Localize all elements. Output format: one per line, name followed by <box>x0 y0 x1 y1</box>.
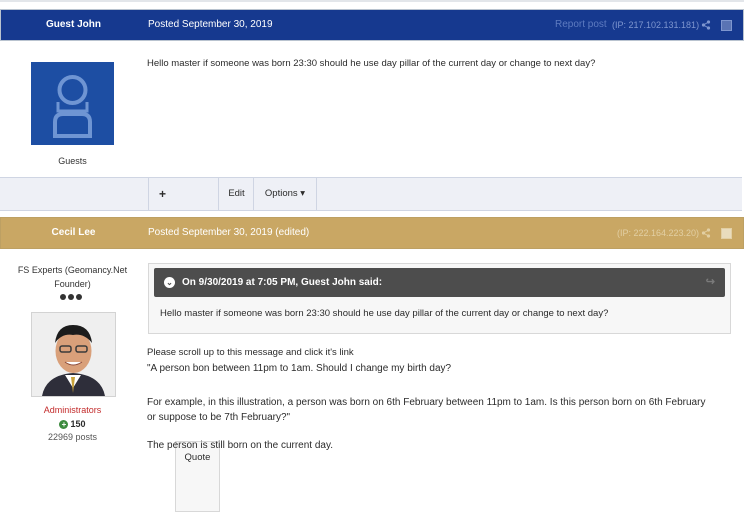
user-silhouette-icon <box>31 62 114 145</box>
quote-citation[interactable] <box>154 268 725 297</box>
quote-citation-text: On 9/30/2019 at 7:05 PM, Guest John said: <box>182 277 383 288</box>
user-group-label: Guests <box>58 156 87 166</box>
reply-line: The person is still born on the current day. <box>147 440 334 451</box>
plus-circle-icon: + <box>59 420 68 429</box>
quote-body: Hello master if someone was born 23:30 should he use day pillar of the current day or change to next day? <box>160 308 609 319</box>
post-date[interactable]: Posted September 30, 2019 (edited) <box>148 227 310 238</box>
author-name[interactable]: Cecil Lee <box>51 227 96 238</box>
user-title: FS Experts (Geomancy.Net Founder) <box>17 265 128 289</box>
post-header <box>0 217 744 249</box>
rank-dot <box>60 294 66 300</box>
post-header <box>0 9 744 41</box>
quote-button[interactable]: Quote <box>175 441 220 512</box>
user-photo <box>32 313 115 396</box>
select-checkbox[interactable] <box>721 20 732 31</box>
avatar[interactable] <box>31 62 114 145</box>
post-date[interactable]: Posted September 30, 2019 <box>148 19 273 30</box>
multiquote-button[interactable]: + <box>148 178 176 210</box>
collapse-chevron-icon[interactable]: ⌄ <box>164 277 175 288</box>
share-icon[interactable] <box>701 20 711 30</box>
options-button[interactable]: Options ▾ <box>253 178 317 210</box>
edit-button[interactable]: Edit <box>218 178 254 210</box>
ip-address[interactable]: (IP: 222.164.223.20) <box>617 228 700 238</box>
share-icon[interactable] <box>701 228 711 238</box>
reply-line: "A person bon between 11pm to 1am. Should I change my birth day? <box>147 363 452 374</box>
avatar[interactable] <box>31 312 116 397</box>
reputation <box>0 419 145 429</box>
user-group-label[interactable]: Administrators <box>43 405 102 415</box>
reply-line: Please scroll up to this message and click it's link <box>147 347 354 358</box>
reply-line: For example, in this illustration, a person was born on 6th February between 11pm to 1am. Is this person born on 6th February <box>147 397 706 408</box>
ip-address[interactable]: (IP: 217.102.131.181) <box>612 20 700 30</box>
rank-dots <box>60 292 84 303</box>
reputation-value: 150 <box>70 419 86 429</box>
post-message: Hello master if someone was born 23:30 should he use day pillar of the current day or change to next day? <box>147 58 596 69</box>
post-count: 22969 posts <box>47 432 98 442</box>
select-checkbox[interactable] <box>721 228 732 239</box>
rank-dot <box>76 294 82 300</box>
top-border <box>0 0 744 2</box>
reply-line: or suppose to be 7th February?" <box>147 412 291 423</box>
report-post-link[interactable]: Report post <box>555 19 607 30</box>
rank-dot <box>68 294 74 300</box>
go-to-quote-icon[interactable]: ↪ <box>705 276 715 288</box>
quote-block <box>148 263 731 334</box>
author-name[interactable]: Guest John <box>45 19 101 30</box>
